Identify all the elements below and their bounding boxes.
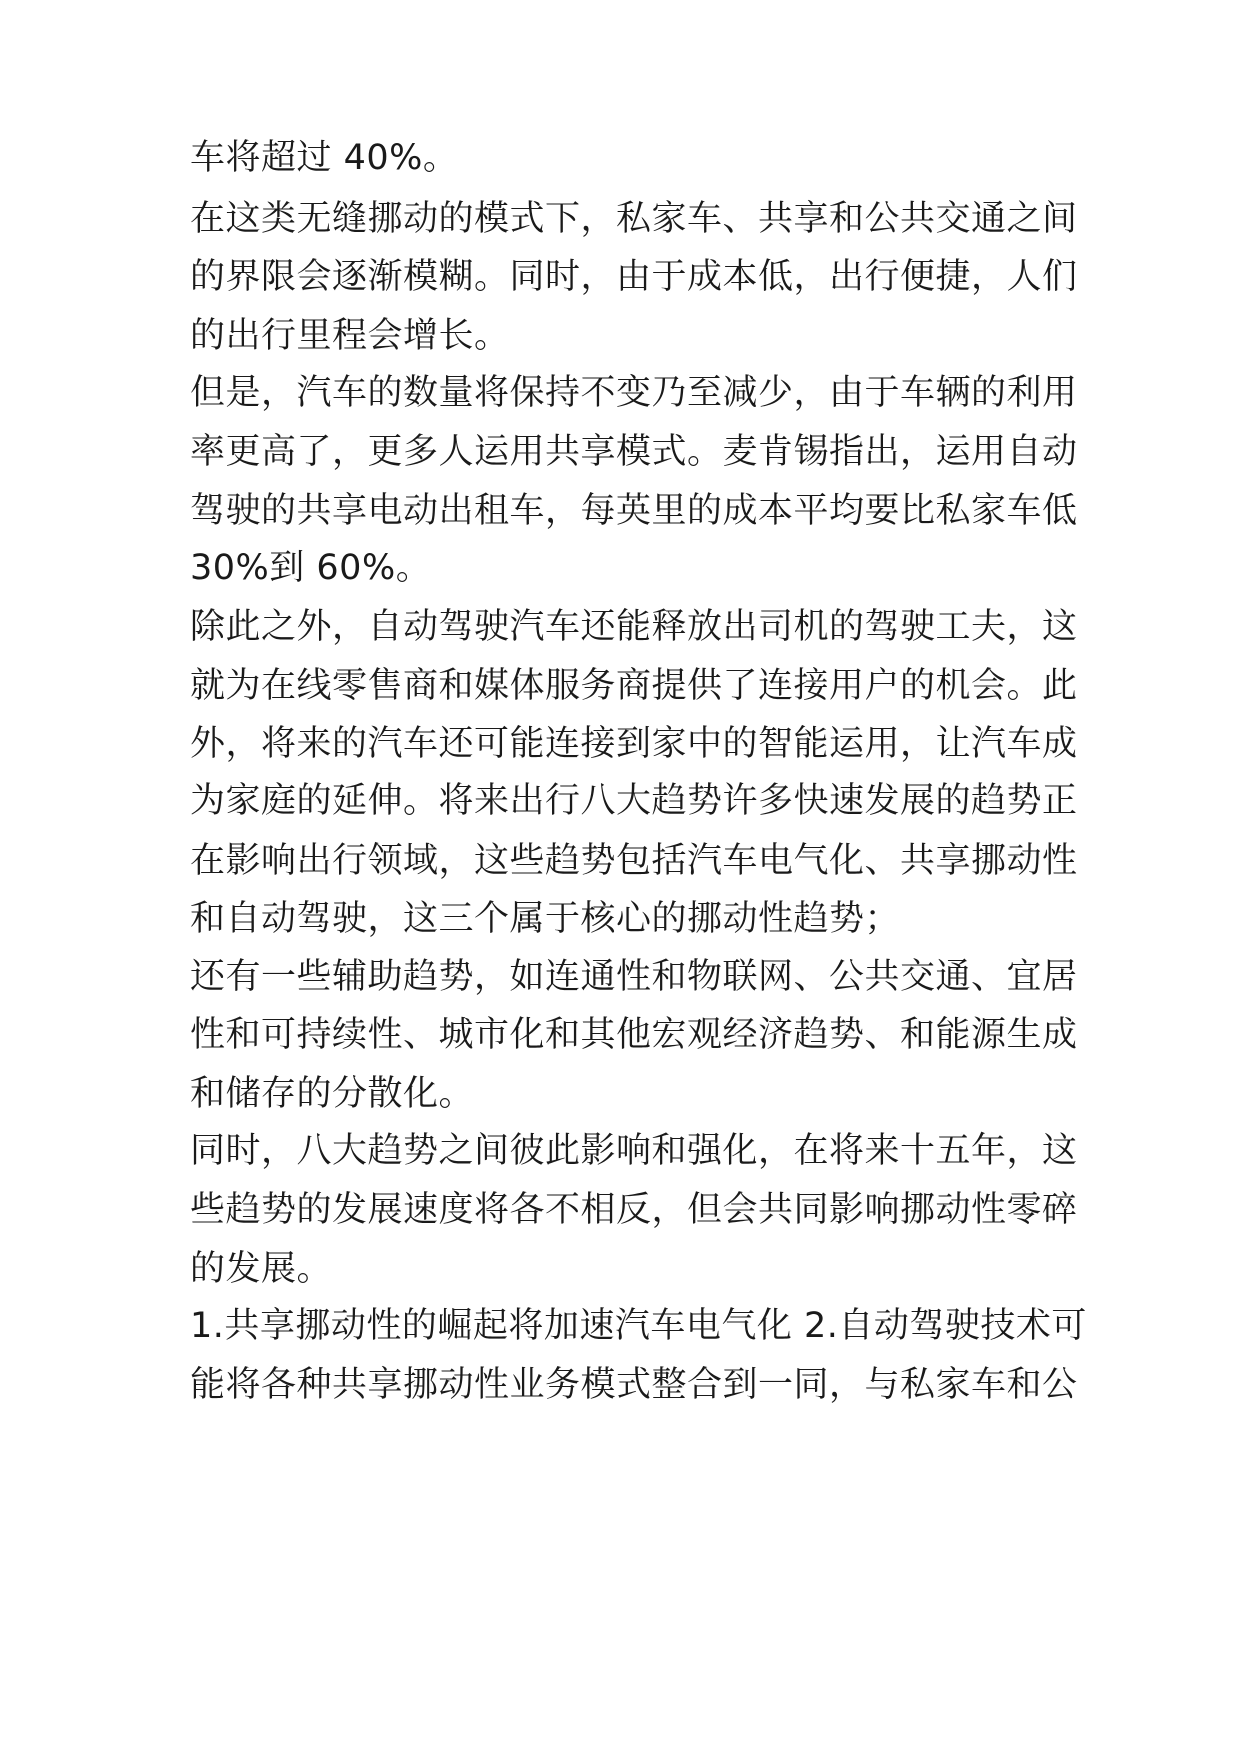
text-line: 30%到 60%。: [190, 548, 432, 588]
text-line: 些趋势的发展速度将各不相反，但会共同影响挪动性零碎: [190, 1190, 1078, 1230]
text-line: 1.共享挪动性的崛起将加速汽车电气化 2.自动驾驶技术可: [190, 1306, 1087, 1346]
text-line: 但是，汽车的数量将保持不变乃至减少，由于车辆的利用: [190, 373, 1078, 413]
text-line: 在这类无缝挪动的模式下，私家车、共享和公共交通之间: [190, 199, 1078, 239]
text-line: 外，将来的汽车还可能连接到家中的智能运用，让汽车成: [190, 724, 1078, 764]
text-line: 为家庭的延伸。将来出行八大趋势许多快速发展的趋势正: [190, 781, 1078, 821]
text-line: 能将各种共享挪动性业务模式整合到一同，与私家车和公: [190, 1365, 1078, 1405]
text-line: 的出行里程会增长。: [190, 316, 510, 356]
text-line: 性和可持续性、城市化和其他宏观经济趋势、和能源生成: [190, 1015, 1078, 1055]
text-line: 在影响出行领域，这些趋势包括汽车电气化、共享挪动性: [190, 841, 1078, 881]
text-line: 和储存的分散化。: [190, 1074, 475, 1114]
text-line: 同时，八大趋势之间彼此影响和强化，在将来十五年，这: [190, 1131, 1078, 1171]
text-line: 还有一些辅助趋势，如连通性和物联网、公共交通、宜居: [190, 957, 1078, 997]
text-line: 除此之外，自动驾驶汽车还能释放出司机的驾驶工夫，这: [190, 607, 1078, 647]
text-line: 率更高了，更多人运用共享模式。麦肯锡指出，运用自动: [190, 432, 1078, 472]
text-line: 车将超过 40%。: [190, 138, 459, 178]
text-line: 的发展。: [190, 1249, 333, 1289]
text-line: 和自动驾驶，这三个属于核心的挪动性趋势；: [190, 899, 901, 939]
text-line: 的界限会逐渐模糊。同时，由于成本低，出行便捷，人们: [190, 257, 1078, 297]
text-line: 就为在线零售商和媒体服务商提供了连接用户的机会。此: [190, 666, 1078, 706]
text-line: 驾驶的共享电动出租车，每英里的成本平均要比私家车低: [190, 491, 1078, 531]
